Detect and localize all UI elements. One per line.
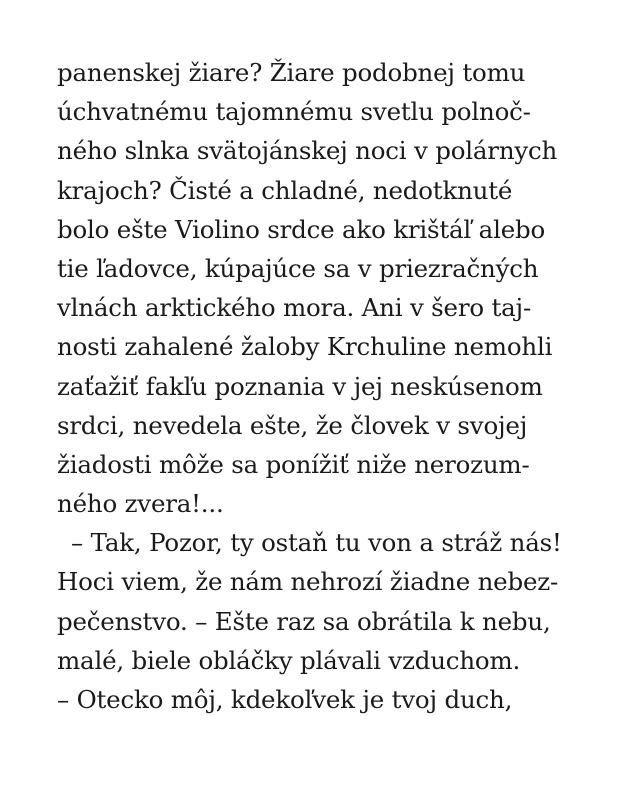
text-line: pečenstvo. – Ešte raz sa obrátila k nebu, [57,606,551,636]
dialogue-line: – Otecko môj, kdekoľvek je tvoj duch, [57,685,513,714]
text-line: žiadosti môže sa ponížiť niže nerozum- [57,449,530,479]
text-line: ného zvera!... [57,489,224,519]
dialogue-line: – Tak, Pozor, ty ostaň tu von a stráž nás! [71,528,562,558]
text-line: ného slnka svätojánskej noci v polárnych [57,136,558,166]
text-line: srdci, nevedela ešte, že človek v svojej [57,410,528,440]
text-line: bolo ešte Violino srdce ako krištáľ alebo [57,214,546,244]
text-line: tie ľadovce, kúpajúce sa v priezračných [57,253,539,283]
text-line: nosti zahalené žaloby Krchuline nemohli [57,332,553,362]
text-line: krajoch? Čisté a chladné, nedotknuté [57,175,513,205]
text-column [57,53,597,719]
text-line: Hoci viem, že nám nehrozí žiadne nebez- [57,567,559,597]
text-line: malé, biele obláčky plávali vzduchom. [57,645,521,675]
text-line: vlnách arktického mora. Ani v šero taj- [57,293,532,323]
text-line: panenskej žiare? Žiare podobnej tomu [57,58,526,87]
text-line: zaťažiť fakľu poznania v jej neskúsenom [57,371,543,401]
text-line: úchvatnému tajomnému svetlu polnoč- [57,97,531,127]
